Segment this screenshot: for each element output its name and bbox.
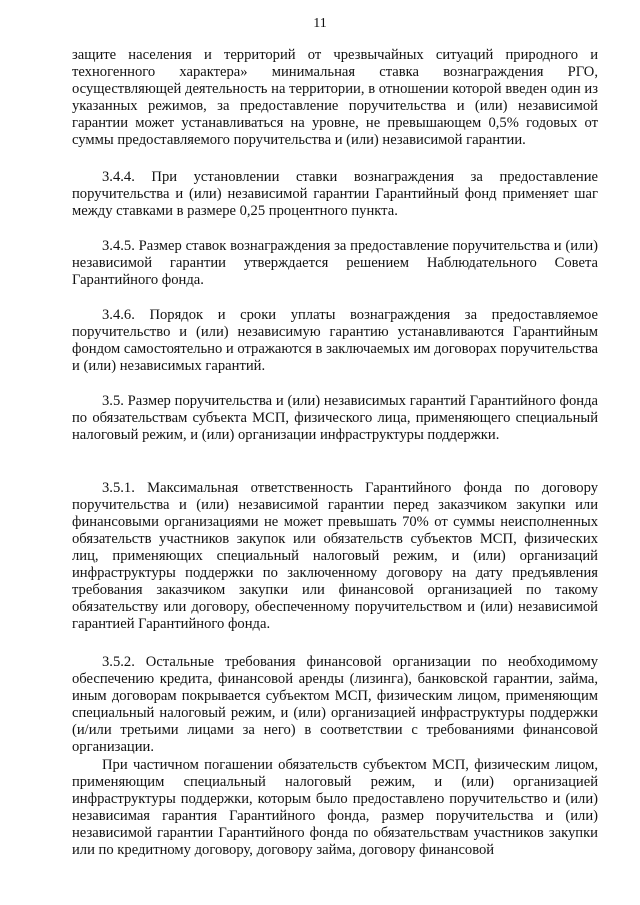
paragraph-3-4-5: 3.4.5. Размер ставок вознаграждения за предоставление поручительства и (или) независимой гарантии утверждается решением Наблюдательного Совета Гарантийного фонда. bbox=[72, 238, 598, 288]
paragraph-3-5: 3.5. Размер поручительства и (или) независимых гарантий Гарантийного фонда по обязательствам субъекта МСП, физического лица, применяющего специальный налоговый режим, и (или) организации инфраструктуры поддержки. bbox=[72, 393, 598, 443]
page-number: 11 bbox=[313, 16, 327, 31]
paragraph-3-4-4: 3.4.4. При установлении ставки вознаграждения за предоставление поручительства и (или) независимой гарантии Гарантийный фонд применяет шаг между ставками в размере 0,25 процентного пункта. bbox=[72, 169, 598, 219]
paragraph-continuation: защите населения и территорий от чрезвычайных ситуаций природного и техногенного характера» минимальная ставка вознаграждения РГО, осуществляющей деятельность на территории, в отношении которой введен один из указанных режимов, за предоставление поручительства и (или) независимой гарантии может устанавливаться на уровне, не превышающем 0,5% годовых от суммы предоставляемого поручительства и (или) независимой гарантии. bbox=[72, 47, 598, 148]
paragraph-partial-repayment: При частичном погашении обязательств субъектом МСП, физическим лицом, применяющим специальный налоговый режим, и (или) организацией инфраструктуры поддержки, которым было предоставлено поручительство и (или) независимая гарантия Гарантийного фонда, размер поручительства и (или) независимой гарантии Гарантийного фонда по обязательствам участников закупки или по кредитному договору, договору займа, договору финансовой bbox=[72, 757, 598, 858]
paragraph-3-4-6: 3.4.6. Порядок и сроки уплаты вознаграждения за предоставляемое поручительство и (или) независимую гарантию устанавливаются Гарантийным фондом самостоятельно и отражаются в заключаемых им договорах поручительства и (или) независимых гарантий. bbox=[72, 307, 598, 374]
paragraph-3-5-1: 3.5.1. Максимальная ответственность Гарантийного фонда по договору поручительства и (или) независимой гарантии перед заказчиком закупки или финансовыми организациями не может превышать 70% от суммы неисполненных обязательств участников закупок или обязательств субъектов МСП, физических лиц, применяющих специальный налоговый режим, и (или) организаций инфраструктуры поддержки по заключенному договору на дату предъявления требования заказчиком закупки или финансовой организацией по такому обязательству или договору, обеспеченному поручительством и (или) независимой гарантией Гарантийного фонда. bbox=[72, 480, 598, 632]
paragraph-3-5-2: 3.5.2. Остальные требования финансовой организации по необходимому обеспечению кредита, финансовой аренды (лизинга), банковской гарантии, займа, иным договорам покрывается субъектом МСП, физическим лицом, применяющим специальный налоговый режим, и (или) организацией инфраструктуры поддержки (и/или третьими лицами за него) в соответствии с требованиями финансовой организации. bbox=[72, 654, 598, 755]
